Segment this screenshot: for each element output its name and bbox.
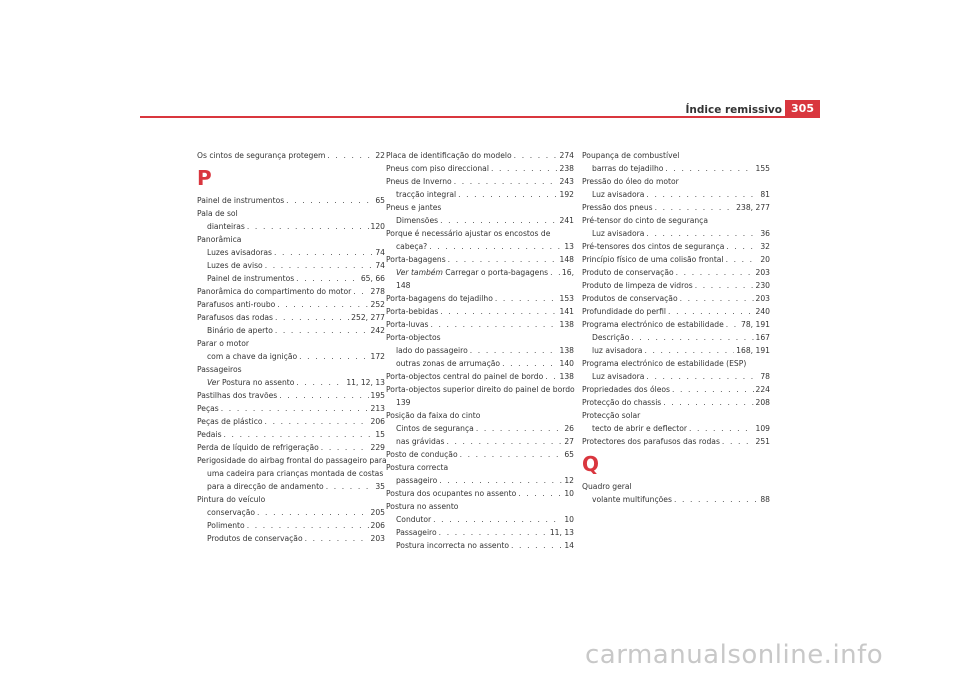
- index-heading: Protecção solar: [582, 411, 641, 420]
- index-subentry: Postura incorrecta no assento . . . 14: [386, 540, 574, 553]
- section-letter-p: P: [197, 165, 212, 190]
- index-entry: Pedais . . . 15: [197, 429, 385, 442]
- index-entry: Parafusos das rodas . . . 252, 277: [197, 312, 385, 325]
- index-cross-reference: Ver Postura no assento . . . 11, 12, 13: [197, 377, 385, 390]
- index-subentry: com a chave da ignição . . . 172: [197, 351, 385, 364]
- index-heading: Pressão do óleo do motor: [582, 177, 679, 186]
- index-entry: Painel de instrumentos . . . 65: [197, 195, 385, 208]
- header-rule: [140, 116, 820, 118]
- index-entry: Porta-bebidas . . . 141: [386, 306, 574, 319]
- index-subentry: tracção integral . . . 192: [386, 189, 574, 202]
- index-heading: Postura no assento: [386, 502, 459, 511]
- index-entry: Porta-luvas . . . 138: [386, 319, 574, 332]
- index-entry: Porta-bagagens do tejadilho . . . 153: [386, 293, 574, 306]
- index-subentry: Luz avisadora . . . 81: [582, 189, 770, 202]
- index-entry: Protecção do chassis . . . 208: [582, 397, 770, 410]
- index-subentry: Condutor . . . 10: [386, 514, 574, 527]
- index-subentry: Luz avisadora . . . 36: [582, 228, 770, 241]
- index-heading: Programa electrónico de estabilidade (ESP): [582, 359, 747, 368]
- index-entry: Profundidade do perfil . . . 240: [582, 306, 770, 319]
- index-heading: Pneus e jantes: [386, 203, 442, 212]
- index-page-continuation: 139: [396, 398, 411, 407]
- index-heading: Porta-objectos superior direito do painel de bordo: [386, 385, 575, 394]
- index-heading: Pré-tensor do cinto de segurança: [582, 216, 709, 225]
- index-subentry: tecto de abrir e deflector . . . 109: [582, 423, 770, 436]
- index-subentry: Descrição . . . 167: [582, 332, 770, 345]
- index-subentry: para a direcção de andamento . . . 35: [197, 481, 385, 494]
- index-entry: Pastilhas dos travões . . . 195: [197, 390, 385, 403]
- index-entry: Porta-bagagens . . . 148: [386, 254, 574, 267]
- page-number-badge: 305: [785, 100, 820, 118]
- index-column-2: [386, 150, 574, 553]
- index-subentry: Binário de aperto . . . 242: [197, 325, 385, 338]
- index-entry: Pneus de Inverno . . . 243: [386, 176, 574, 189]
- index-heading: Parar o motor: [197, 338, 250, 348]
- index-entry: Postura dos ocupantes no assento . . . 10: [386, 488, 574, 501]
- index-subentry: Produtos de conservação . . . 203: [197, 533, 385, 546]
- index-subentry: Passageiro . . . 11, 13: [386, 527, 574, 540]
- index-entry: Os cintos de segurança protegem . . . 22: [197, 150, 385, 163]
- index-subentry: Polimento . . . 206: [197, 520, 385, 533]
- index-subentry: Cintos de segurança . . . 26: [386, 423, 574, 436]
- index-subentry: Luzes de aviso . . . 74: [197, 260, 385, 273]
- index-heading: Porta-objectos: [386, 333, 441, 342]
- index-entry: Pressão dos pneus . . . 238, 277: [582, 202, 770, 215]
- index-subentry: Luzes avisadoras . . . 74: [197, 247, 385, 260]
- index-entry: Porta-objectos central do painel de bordo . . . 138: [386, 371, 574, 384]
- index-subentry: Painel de instrumentos . . . 65, 66: [197, 273, 385, 286]
- index-subentry: outras zonas de arrumação . . . 140: [386, 358, 574, 371]
- index-page-continuation: 148: [396, 281, 411, 290]
- index-subentry: volante multifunções . . . 88: [582, 494, 770, 507]
- index-heading: Panorâmica: [197, 234, 242, 244]
- index-subentry: barras do tejadilho . . . 155: [582, 163, 770, 176]
- index-entry: Parafusos anti-roubo . . . 252: [197, 299, 385, 312]
- index-entry: Propriedades dos óleos . . . 224: [582, 384, 770, 397]
- index-heading: Posição da faixa do cinto: [386, 411, 481, 420]
- index-entry: Produtos de conservação . . . 203: [582, 293, 770, 306]
- page-header-title: Índice remissivo: [685, 104, 782, 116]
- index-heading: Postura correcta: [386, 463, 449, 472]
- index-heading: Quadro geral: [582, 481, 632, 491]
- index-entry: Programa electrónico de estabilidade . . . 78, 191: [582, 319, 770, 332]
- index-subentry: luz avisadora . . . 168, 191: [582, 345, 770, 358]
- index-heading: Porque é necessário ajustar os encostos de: [386, 229, 551, 238]
- index-heading: Pintura do veículo: [197, 494, 266, 504]
- watermark-text: carmanualsonline.info: [585, 640, 884, 670]
- index-heading: Passageiros: [197, 364, 242, 374]
- index-subentry: passageiro . . . 12: [386, 475, 574, 488]
- index-entry: Produto de conservação . . . 203: [582, 267, 770, 280]
- index-entry: Princípio físico de uma colisão frontal . . . 20: [582, 254, 770, 267]
- index-heading: Poupança de combustível: [582, 151, 680, 160]
- index-subentry: Dimensões . . . 241: [386, 215, 574, 228]
- index-entry: Pneus com piso direccional . . . 238: [386, 163, 574, 176]
- index-column-3: [582, 150, 770, 507]
- index-entry: Protectores dos parafusos das rodas . . . 251: [582, 436, 770, 449]
- index-cross-reference: Ver também Carregar o porta-bagagens . . . 16,: [386, 267, 574, 280]
- index-subentry: cabeça? . . . 13: [386, 241, 574, 254]
- index-subentry: lado do passageiro . . . 138: [386, 345, 574, 358]
- index-entry: Posto de condução . . . 65: [386, 449, 574, 462]
- index-entry: Pré-tensores dos cintos de segurança . . . 32: [582, 241, 770, 254]
- index-subentry: nas grávidas . . . 27: [386, 436, 574, 449]
- index-entry: Produto de limpeza de vidros . . . 230: [582, 280, 770, 293]
- index-entry: Peças . . . 213: [197, 403, 385, 416]
- index-subentry: dianteiras . . . 120: [197, 221, 385, 234]
- index-heading: Pala de sol: [197, 208, 238, 218]
- index-column-1: [197, 150, 385, 546]
- index-subentry: conservação . . . 205: [197, 507, 385, 520]
- index-subentry: Luz avisadora . . . 78: [582, 371, 770, 384]
- index-entry: Perda de líquido de refrigeração . . . 229: [197, 442, 385, 455]
- index-heading: Perigosidade do airbag frontal do passageiro para: [197, 455, 387, 465]
- section-letter-q: Q: [582, 451, 600, 476]
- index-heading-continuation: uma cadeira para crianças montada de costas: [207, 468, 384, 478]
- index-entry: Panorâmica do compartimento do motor . . . 278: [197, 286, 385, 299]
- index-entry: Placa de identificação do modelo . . . 274: [386, 150, 574, 163]
- index-entry: Peças de plástico . . . 206: [197, 416, 385, 429]
